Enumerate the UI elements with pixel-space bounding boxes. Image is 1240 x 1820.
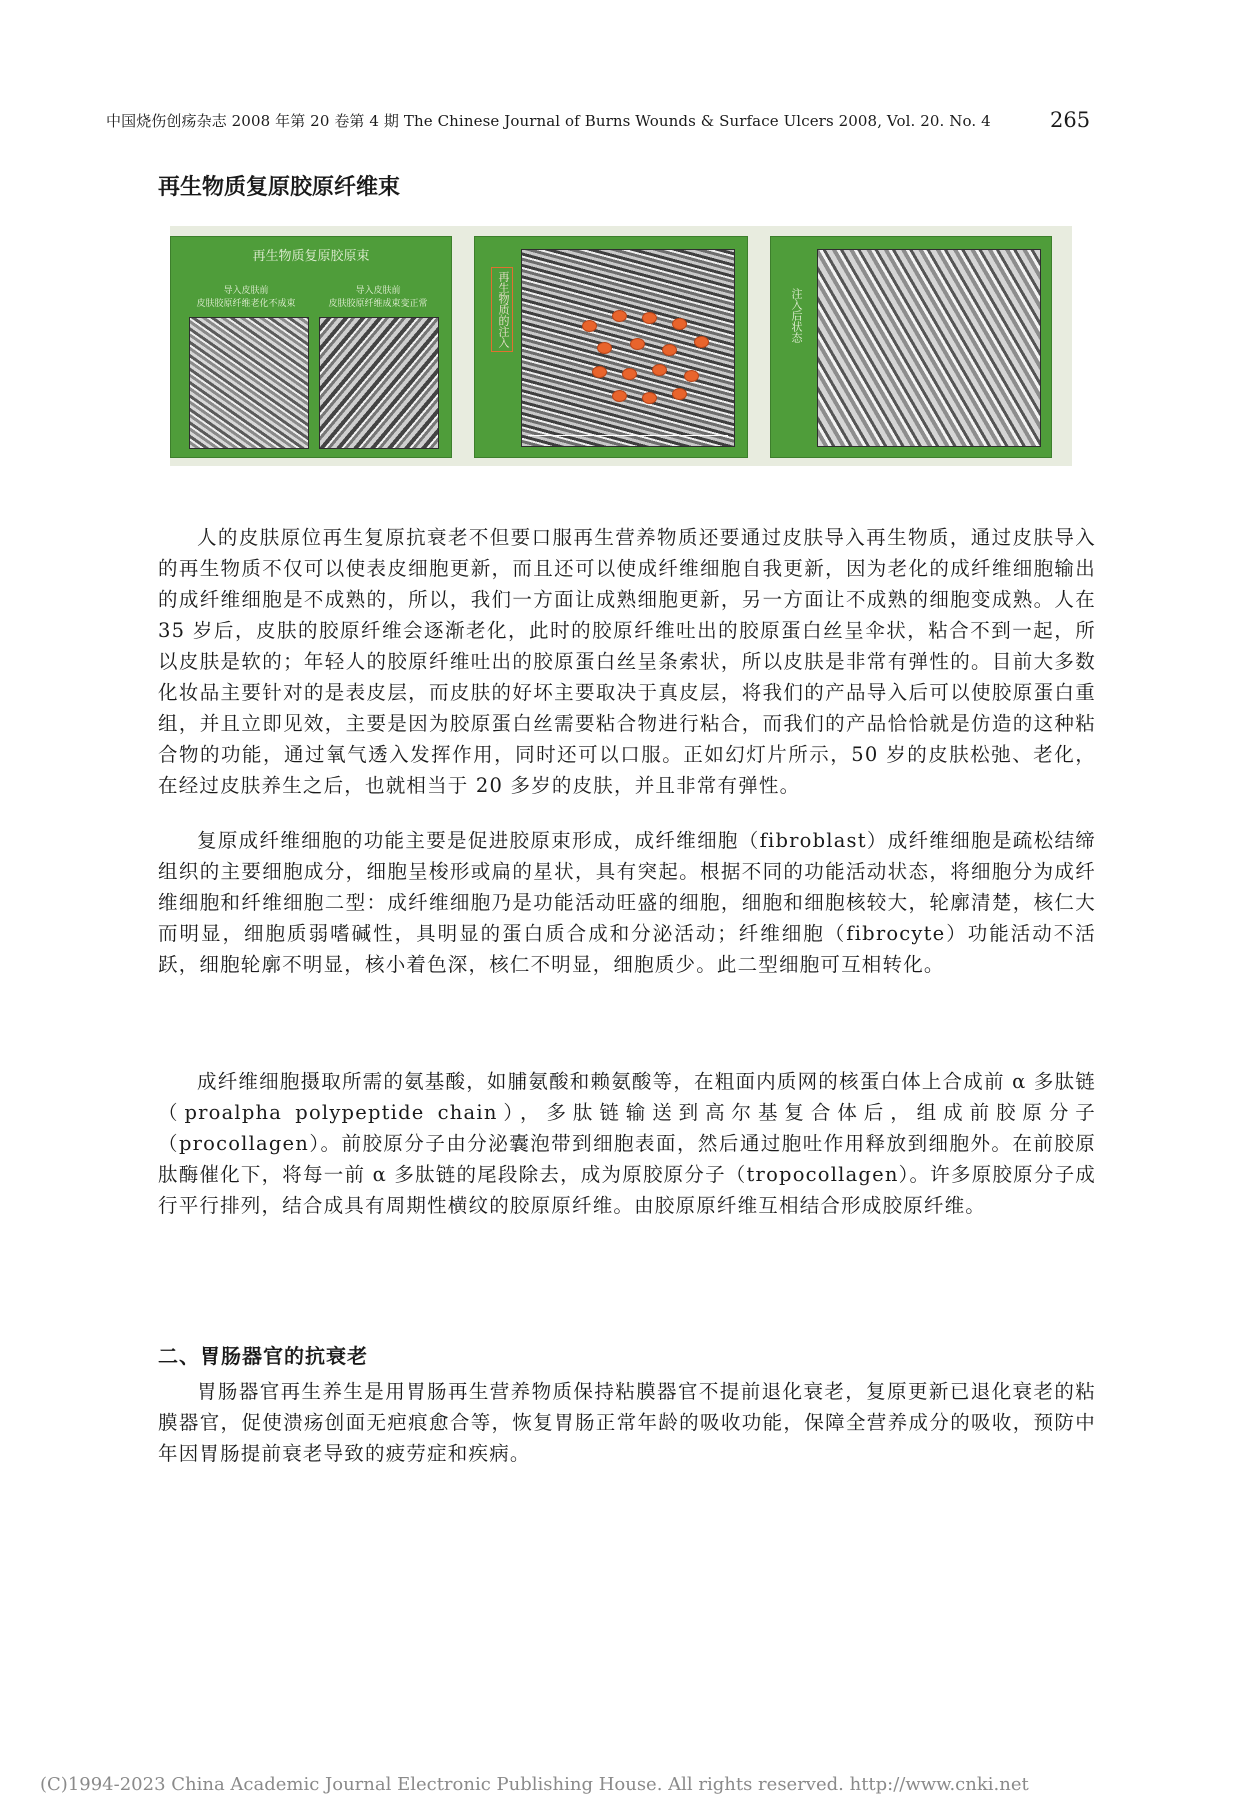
- micrograph-injection: [521, 249, 735, 447]
- paragraph-2: 复原成纤维细胞的功能主要是促进胶原束形成，成纤维细胞（fibroblast）成纤维细胞是疏松结缔组织的主要细胞成分，细胞呈梭形或扁的星状，具有突起。根据不同的功能活动状态，将细胞分为成纤维细胞和纤维细胞二型：成纤维细胞乃是功能活动旺盛的细胞，细胞和细胞核较大，轮廓清楚，核仁大而明显，细胞质弱嗜碱性，具明显的蛋白质合成和分泌活动；纤维细胞（fibrocyte）功能活动不活跃，细胞轮廓不明显，核小着色深，核仁不明显，细胞质少。此二型细胞可互相转化。: [158, 829, 1096, 976]
- section-heading: 再生物质复原胶原纤维束: [158, 174, 401, 200]
- subsection-heading: 二、胃肠器官的抗衰老: [158, 1344, 368, 1368]
- particle-dot: [630, 338, 645, 350]
- micrograph-before: [189, 317, 309, 449]
- injection-label: 再生物质的注入: [491, 267, 513, 352]
- particle-dot: [684, 370, 699, 382]
- micrograph-after: [319, 317, 439, 449]
- particle-dot: [612, 390, 627, 402]
- particle-dot: [672, 318, 687, 330]
- micrograph-after-injection: [817, 249, 1041, 447]
- caption-after: 导入皮肤前 皮肤胶原纤维成束变正常: [328, 286, 428, 309]
- particle-dot: [652, 364, 667, 376]
- particle-dot: [592, 366, 607, 378]
- particle-dot: [622, 368, 637, 380]
- particle-dot: [642, 392, 657, 404]
- paragraph-4: 胃肠器官再生养生是用胃肠再生营养物质保持粘膜器官不提前退化衰老，复原更新已退化衰老的粘膜器官，促使溃疡创面无疤痕愈合等，恢复胃肠正常年龄的吸收功能，保障全营养成分的吸收，预防中年因胃肠提前衰老导致的疲劳症和疾病。: [158, 1380, 1096, 1465]
- slide-injection: [474, 236, 748, 458]
- paragraph-3: 成纤维细胞摄取所需的氨基酸，如脯氨酸和赖氨酸等，在粗面内质网的核蛋白体上合成前 α 多肽链（proalpha polypeptide chain），多肽链输送到高尔基复合体后，组成前胶原分子（procollagen）。前胶原分子由分泌囊泡带到细胞表面，然后通过胞吐作用释放到细胞外。在前胶原肽酶催化下，将每一前 α 多肽链的尾段除去，成为原胶原分子（tropocollagen）。许多原胶原分子成行平行排列，结合成具有周期性横纹的胶原原纤维。由胶原原纤维互相结合形成胶原纤维。: [158, 1070, 1096, 1217]
- particle-dot: [694, 336, 709, 348]
- slide-title: 再生物质复原胶原束: [252, 249, 370, 264]
- page-number: 265: [1050, 108, 1091, 132]
- copyright-footer: (C)1994-2023 China Academic Journal Electronic Publishing House. All rights reserved. http://www.cnki.net: [40, 1774, 1029, 1795]
- after-injection-label: 注入后状态: [790, 288, 803, 343]
- particle-dot: [662, 344, 677, 356]
- slide-after-injection: [770, 236, 1052, 458]
- running-head: 中国烧伤创疡杂志 2008 年第 20 卷第 4 期 The Chinese Journal of Burns Wounds & Surface Ulcers 2008, Vol. 20. No. 4: [106, 112, 991, 130]
- scale-bar: [528, 435, 728, 444]
- particle-dot: [582, 320, 597, 332]
- particle-dot: [612, 310, 627, 322]
- paragraph-1: 人的皮肤原位再生复原抗衰老不但要口服再生营养物质还要通过皮肤导入再生物质，通过皮肤导入的再生物质不仅可以使表皮细胞更新，而且还可以使成纤维细胞自我更新，因为老化的成纤维细胞输出的成纤维细胞是不成熟的，所以，我们一方面让成熟细胞更新，另一方面让不成熟的细胞变成熟。人在 35 岁后，皮肤的胶原纤维会逐渐老化，此时的胶原纤维吐出的胶原蛋白丝呈伞状，粘合不到一起，所以皮肤是软的；年轻人的胶原纤维吐出的胶原蛋白丝呈条索状，所以皮肤是非常有弹性的。目前大多数化妆品主要针对的是表皮层，而皮肤的好坏主要取决于真皮层，将我们的产品导入后可以使胶原蛋白重组，并且立即见效，主要是因为胶原蛋白丝需要粘合物进行粘合，而我们的产品恰恰就是仿造的这种粘合物的功能，通过氧气透入发挥作用，同时还可以口服。正如幻灯片所示，50 岁的皮肤松弛、老化，在经过皮肤养生之后，也就相当于 20 多岁的皮肤，并且非常有弹性。: [158, 526, 1096, 797]
- caption-before: 导入皮肤前 皮肤胶原纤维老化不成束: [196, 286, 296, 309]
- particle-dot: [642, 312, 657, 324]
- particle-dot: [672, 388, 687, 400]
- slide-collagen-comparison: [170, 236, 452, 458]
- particle-dot: [597, 342, 612, 354]
- figure-strip: [170, 226, 1072, 466]
